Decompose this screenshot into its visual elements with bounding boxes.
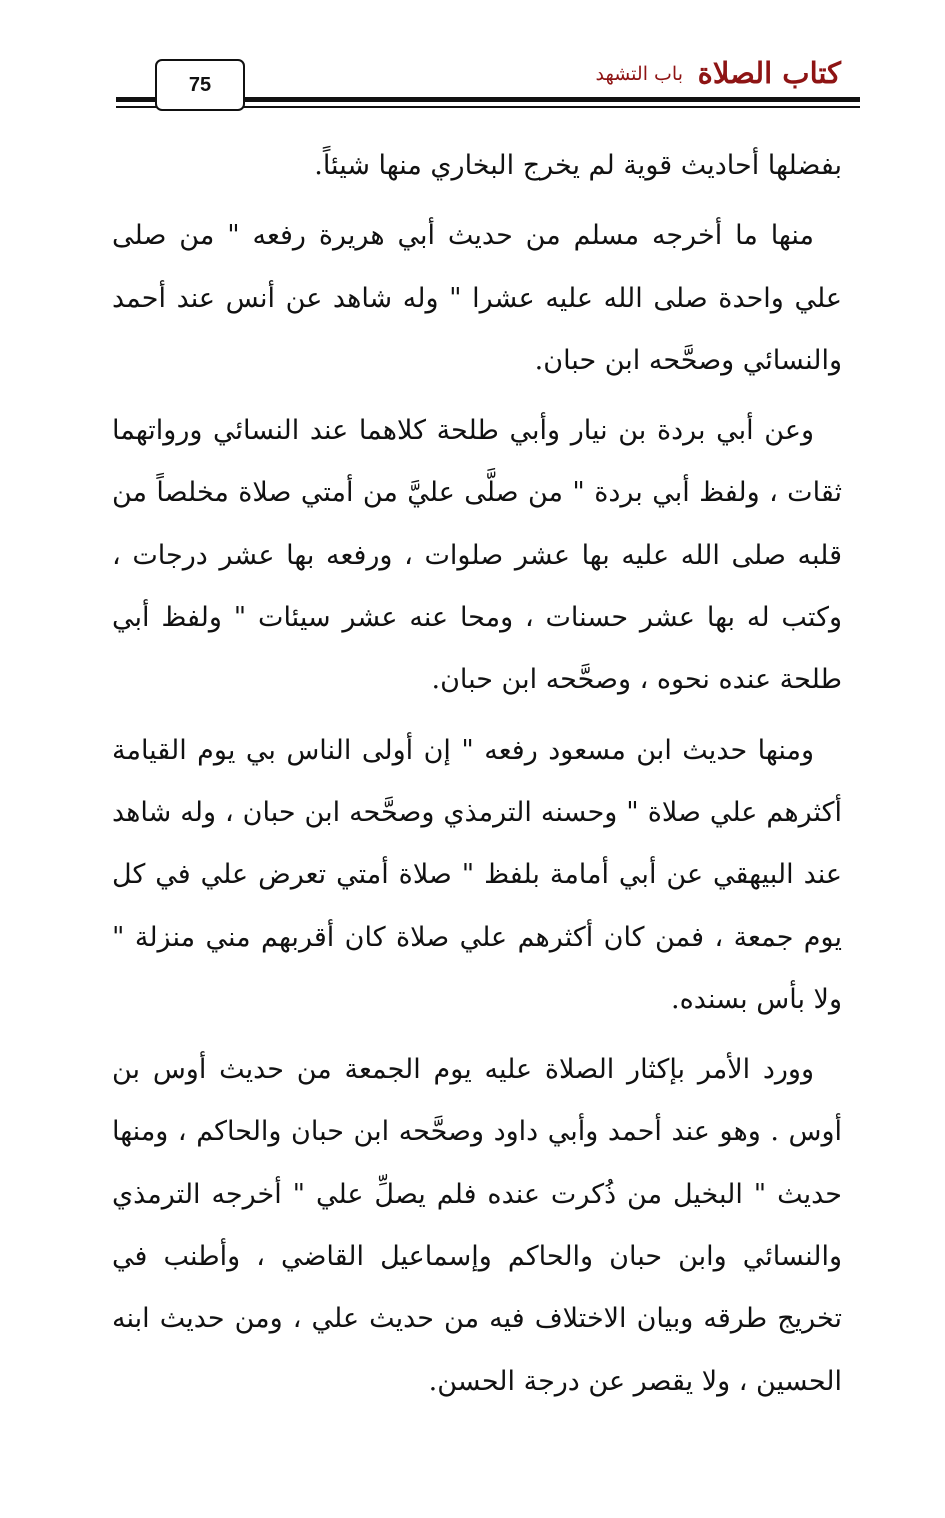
paragraph-4: ومنها حديث ابن مسعود رفعه " إن أولى الناس بي يوم القيامة أكثرهم علي صلاة " وحسنه الترمذي وصحَّحه ابن حبان ، وله شاهد عند البيهقي عن أبي أمامة بلفظ " صلاة أمتي تعرض علي في كل يوم جمعة ، فمن كان أكثرهم علي صلاة كان أقربهم مني منزلة " ولا بأس بسنده. — [112, 734, 842, 1015]
paragraph-3: وعن أبي بردة بن نيار وأبي طلحة كلاهما عند النسائي ورواتهما ثقات ، ولفظ أبي بردة " من صلَّى عليَّ من أمتي صلاة مخلصاً من قلبه صلى الله عليه بها عشر صلوات ، ورفعه بها عشر درجات ، وكتب له بها عشر حسنات ، ومحا عنه عشر سيئات " ولفظ أبي طلحة عنده نحوه ، وصحَّحه ابن حبان. — [112, 415, 842, 696]
page-header — [0, 0, 945, 120]
chapter-title: باب التشهد — [595, 63, 683, 85]
body-text — [112, 135, 842, 1421]
book-title: كتاب الصلاة — [697, 56, 841, 90]
paragraph-1: بفضلها أحاديث قوية لم يخرج البخاري منها شيئاً. — [314, 150, 842, 181]
paragraph-5: وورد الأمر بإكثار الصلاة عليه يوم الجمعة من حديث أوس بن أوس . وهو عند أحمد وأبي داود وصحَّحه ابن حبان والحاكم ، ومنها حديث " البخيل من ذُكرت عنده فلم يصلِّ علي " أخرجه الترمذي والنسائي وابن حبان والحاكم وإسماعيل القاضي ، وأطنب في تخريج طرقه وبيان الاختلاف فيه من حديث علي ، ومن حديث ابنه الحسين ، ولا يقصر عن درجة الحسن. — [112, 1054, 842, 1397]
page-number-box — [155, 59, 245, 111]
paragraph-2: منها ما أخرجه مسلم من حديث أبي هريرة رفعه " من صلى علي واحدة صلى الله عليه عشرا " وله شاهد عن أنس عند أحمد والنسائي وصحَّحه ابن حبان. — [112, 220, 842, 376]
page-number: 75 — [188, 74, 212, 96]
